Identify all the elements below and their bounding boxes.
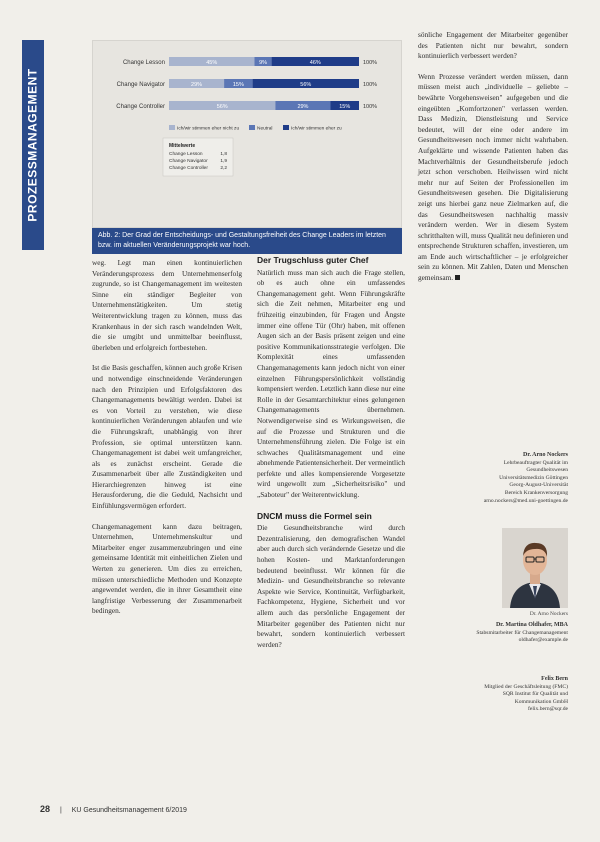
stacked-bar-chart — [93, 41, 403, 229]
figure-caption: Abb. 2: Der Grad der Entscheidungs- und Gestaltungsfreiheit des Change Leaders im letzten bzw. im aktuellen Veränderungsprojekt war hoch. — [92, 228, 402, 254]
data-label: 15% — [339, 104, 351, 110]
means-value: 2,2 — [220, 166, 227, 171]
legend-swatch — [249, 125, 255, 130]
means-value: 1,9 — [220, 159, 227, 164]
total-label: 100% — [363, 104, 378, 110]
paragraph: sönliche Engagement der Mitarbeiter gegenüber des Patienten nicht nur bewahrt, sondern kontinuierlich verbessert werden? — [418, 30, 568, 61]
tick-label: Change Controller — [116, 104, 165, 110]
author-line: oldhafer@example.de — [518, 637, 568, 644]
legend-swatch — [283, 125, 289, 130]
means-value: 1,8 — [220, 152, 227, 157]
tick-label: Change Navigator — [116, 82, 165, 88]
paragraph: Die Gesundheitsbranche wird durch Dezentralisierung, den demografischen Wandel aber auch durch sich verändernde Gesetze und die hohen Kosten- und Marktanforderungen bedeutend beeinflusst. Wir können für die Medizin- und Gesundheitsbranche so relevante Aspekte wie Service, Kontinuität, Verfügbarkeit, Fachkompetenz, Hygiene, Sicherheit und vor allem auch das persönliche Engagement der Mitarbeiter gegenüber des Patienten nicht nur bewahrt, sondern kontinuierlich verbessert werden? — [257, 523, 405, 649]
figure-chart — [92, 40, 402, 228]
column-2 — [257, 255, 405, 660]
data-label: 9% — [259, 60, 268, 66]
author-line: Stabsmitarbeiter für Changemanagement — [476, 629, 568, 636]
total-label: 100% — [363, 82, 378, 88]
page-number: 28 — [40, 804, 51, 814]
data-label: 29% — [297, 104, 309, 110]
author-line: Universitätsmedizin Göttingen — [499, 474, 568, 481]
means-title: Mittelwerte — [169, 143, 196, 149]
author-box-1 — [418, 452, 568, 505]
legend-entry: Ich/wir stimmen eher zu — [291, 126, 342, 132]
paragraph: Changemanagement kann dazu beitragen, Unternehmen, Unternehmenskultur und Mitarbeiter enger zusammenzubringen und eine gemeinsame Identität mit einheitlichen Zielen und Werten zu generieren. Um dies zu erreichen, müssen unterschiedliche Methoden und Konzepte angewendet werden, die in ihrer Gesamtheit eine langfristige Verbesserung der Zusammenarbeit bedingen. — [92, 521, 242, 616]
total-label: 100% — [363, 60, 378, 66]
author-line: Bereich Krankenversorgung — [504, 489, 568, 496]
author-line: felix.bern@sqr.de — [528, 706, 568, 713]
section-heading: Der Trugschluss guter Chef — [257, 255, 369, 265]
author-line: Gesundheitswesen — [526, 467, 568, 474]
author-name: Felix Bern — [541, 676, 568, 682]
section-label: PROZESSMANAGEMENT — [26, 68, 40, 222]
paragraph: Natürlich muss man sich auch die Frage stellen, ob es auch ohne ein umfassendes Changemanagement geht. Wenn Führungskräfte sich die Zeit nehmen, Mitarbeiter eng und frühzeitig einzubinden, für Fragen und Ängste immer eine offene Tür (Ohr) haben, mit offenen Augen sich an der Basis präsent zeigen und eine positive Kommunikationsstrategie verfolgen. Die Komplexität eines umfassenden Changemanagements kann jedoch nicht von einer einzelnen Führungspersönlichkeit vollständig kompensiert werden. Letztlich kann diese nur eine Rolle in der Gesamtarchitektur eines gelungenen Changemanagements übernehmen. Notwendigerweise sind es Wirkungsweisen, die auf die Prozesse und Strukturen und die Unternehmensführung zielen. Die Folge ist ein schwaches Qualitätsmanagement und eine abnehmende Patientensicherheit. Der vermeintlich perfekte und alles kompensierende Vorgesetzte wird ungewollt zum „Sicherheitsrisiko" und „Saboteur" der Weiterentwicklung. — [257, 267, 405, 500]
section-heading: DNCM muss die Formel sein — [257, 510, 372, 521]
page-footer: 28 | KU Gesundheitsmanagement 6/2019 — [40, 804, 187, 814]
tick-label: Change Lesson — [122, 60, 165, 66]
author-name: Dr. Martina Oldhafer, MBA — [495, 622, 568, 628]
legend-entry: Neutral — [257, 126, 273, 132]
paragraph: Wenn Prozesse verändert werden müssen, dann müssen meist auch „individuelle – geliebte – bewährte Vorgehensweisen" aufgegeben und die eingeübten „Komfortzonen" verlassen werden. Dass Medizin, Dienstleistung und Service bedeutet, will der eine oder andere im Gesundheitswesen noch immer nicht wahrhaben. Aufgeklärte und wissende Patienten haben das Machtverhältnis der Gesundheitsberufe jedoch jetzt schon verschoben. Heilwissen wird nicht mehr nur auf Seiten der Professionellen im Gesundheitswesen gesehen. Die Digitalisierung zeigt uns hierbei ganz neue Zielmarken auf, die das Gesundheitswesen nachhaltig massiv verändern werden. Wer in diesem System schritthalten will, muss Qualität neu definieren und entsprechende Strukturen schaffen, investieren, um am Ende auch wirtschaftlicher – je erfolgreicher sein zu können. Mit Zahlen, Daten und Menschen gemeinsam. — [418, 71, 568, 283]
column-3 — [418, 30, 568, 294]
author-name: Dr. Arno Nockers — [523, 452, 568, 458]
author-line: Mitglied der Geschäftsleitung (FMC) — [484, 683, 568, 690]
author-photo — [502, 528, 568, 608]
data-label: 56% — [300, 82, 312, 88]
author-line: arno.nockers@med.uni-goettingen.de — [483, 497, 568, 504]
author-line: SQR Institut für Qualität und — [502, 691, 568, 698]
paragraph: weg. Legt man einen kontinuierlichen Veränderungsprozess dem Unternehmenserfolg zugrunde, so ist Changemanagement im weitesten Sinne ein ständiger Begleiter von Unternehmenstätigkeiten. Um stetig Weiterentwicklung tragen zu können, muss das Krankenhaus in der sich rasch wandelnden Welt, die sie umgibt und unmittelbar beeinflusst, überleben und erfolgreich fortbestehen. — [92, 258, 242, 352]
legend-entry: Ich/wir stimmen eher nicht zu — [177, 126, 240, 132]
data-label: 29% — [191, 82, 203, 88]
paragraph: Ist die Basis geschaffen, können auch große Krisen und notwendige einschneidende Veränderungen nach den Prinzipien und Erfolgsfaktoren des Changemanagements bewältigt werden. Dabei ist es von Vorteil zu verstehen, wie diese kontinuierlichen Veränderungen ablaufen und wie die Führungskraft, unabhängig von ihrer Profession, sie optimal unterstützen kann. Changemanagement ist dabei weit umfangreicher, als es zunächst erscheint. Gerade die Zusammenarbeit über alle Zuständigkeiten und Hierarchiegrenzen hinweg ist eine Herausforderung, die die Geduld, Nachsicht und Einfühlungsvermögen erfordert. — [92, 363, 242, 511]
means-label: Change Controller — [169, 166, 208, 171]
photo-caption: Dr. Arno Nockers — [529, 611, 568, 617]
author-box-2 — [418, 622, 568, 645]
data-label: 46% — [309, 60, 321, 66]
data-label: 56% — [216, 104, 228, 110]
author-box-3 — [418, 676, 568, 714]
data-label: 45% — [206, 60, 218, 66]
legend-swatch — [169, 125, 175, 130]
means-label: Change Lesson — [169, 152, 203, 157]
author-line: Georg-August-Universität — [509, 482, 568, 489]
data-label: 15% — [232, 82, 244, 88]
journal-name: KU Gesundheitsmanagement 6/2019 — [71, 807, 187, 814]
column-1 — [92, 258, 242, 627]
end-mark-icon — [455, 275, 460, 280]
author-line: Lehrbeauftragter Qualität im — [503, 459, 568, 466]
section-side-bar — [22, 40, 44, 250]
person-icon — [502, 528, 568, 608]
means-label: Change Navigator — [169, 159, 208, 164]
author-line: Kommunikation GmbH — [514, 698, 568, 705]
